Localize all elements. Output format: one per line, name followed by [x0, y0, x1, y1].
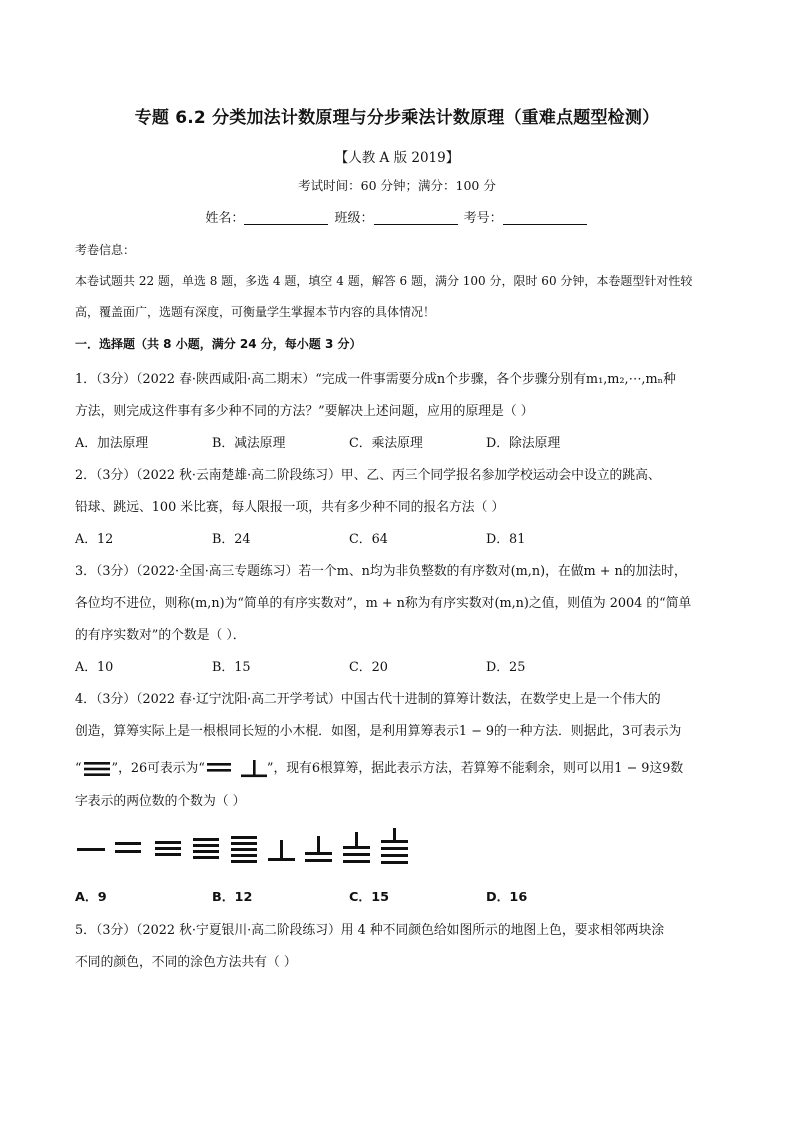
exam-time: 考试时间：60 分钟；满分：100 分 — [298, 178, 496, 193]
rod-7 — [305, 836, 332, 862]
page-title: 专题 6.2 分类加法计数原理与分步乘法计数原理（重难点题型检测） — [134, 108, 660, 128]
name-label: 姓名： — [205, 211, 245, 226]
q3-line-3: 的有序实数对”的个数是（ ）． — [75, 628, 246, 643]
rod-8 — [343, 832, 370, 863]
rod-9 — [381, 828, 408, 864]
counting-rods-figure — [75, 826, 415, 870]
rod-numeral-26-icon — [205, 758, 267, 780]
q4-line-3-tail: ”，现有6根算筹，据此表示方法，若算筹不能剩余，则可以用1 − 9这9数 — [266, 761, 684, 776]
rod-5 — [231, 836, 257, 863]
q3-option-a[interactable]: A．10 — [75, 660, 114, 675]
q5-line-1: 5．（3分）（2022 秋·宁夏银川·高二阶段练习）用 4 种不同颜色给如图所示的地图上色，要求相邻两块涂 — [75, 923, 665, 938]
q4-line-3 — [75, 757, 683, 780]
q4-option-a[interactable]: A．9 — [75, 890, 107, 905]
q2-option-c[interactable]: C．64 — [349, 532, 388, 547]
q4-line-4: 字表示的两位数的个数为（ ） — [75, 794, 246, 809]
rod-6 — [268, 840, 295, 861]
name-blank[interactable] — [244, 210, 328, 225]
q4-option-c[interactable]: C．15 — [349, 890, 389, 905]
rod-3 — [155, 841, 181, 856]
q4-line-1: 4．（3分）（2022 春·辽宁沈阳·高二开学考试）中国古代十进制的算筹计数法，在数学史上是一个伟大的 — [75, 692, 661, 707]
q3-option-b[interactable]: B．15 — [212, 660, 251, 675]
info-line-2: 高，覆盖面广，选题有深度，可衡量学生掌握本节内容的具体情况！ — [75, 305, 436, 319]
q4-option-b[interactable]: B．12 — [212, 890, 253, 905]
q4-line-3-mid: ”，26可表示为“ — [111, 761, 205, 776]
q2-option-b[interactable]: B．24 — [212, 532, 251, 547]
rod-2 — [115, 842, 141, 853]
rod-1 — [77, 848, 105, 851]
q2-option-a[interactable]: A．12 — [75, 532, 114, 547]
info-label: 考卷信息： — [75, 243, 136, 257]
q3-line-2: 各位均不进位，则称(m,n)为“简单的有序实数对”，m + n称为有序实数对(m,n)之值，则值为 2004 的“简单 — [75, 596, 692, 611]
q1-line-2: 方法，则完成这件事有多少种不同的方法？”要解决上述问题，应用的原理是（ ） — [75, 404, 534, 419]
q3-option-c[interactable]: C．20 — [349, 660, 388, 675]
q2-line-2: 铅球、跳远、100 米比赛，每人限报一项，共有多少种不同的报名方法（ ） — [75, 500, 505, 515]
q1-option-c[interactable]: C．乘法原理 — [349, 436, 423, 451]
q1-option-b[interactable]: B．减法原理 — [212, 436, 286, 451]
q1-line-1: 1．（3分）（2022 春·陕西咸阳·高二期末）“完成一件事需要分成n个步骤，各个步骤分别有m₁,m₂,⋯,mₙ种 — [75, 372, 676, 387]
edition-label: 【人教 A 版 2019】 — [334, 150, 460, 166]
number-blank[interactable] — [503, 210, 587, 225]
q1-option-d[interactable]: D．除法原理 — [486, 436, 561, 451]
info-line-1: 本卷试题共 22 题，单选 8 题，多选 4 题，填空 4 题，解答 6 题，满分 100 分，限时 60 分钟，本卷题型针对性较 — [75, 274, 693, 288]
rod-numeral-3-icon — [82, 761, 112, 777]
q1-option-a[interactable]: A．加法原理 — [75, 436, 149, 451]
q3-line-1: 3．（3分）（2022·全国·高三专题练习）若一个m、n均为非负整数的有序数对(m,n)，在做m + n的加法时， — [75, 564, 687, 579]
q3-option-d[interactable]: D．25 — [486, 660, 526, 675]
q4-line-3-open-quote: “ — [75, 761, 82, 776]
rod-4 — [193, 838, 219, 859]
q5-line-2: 不同的颜色，不同的涂色方法共有（ ） — [75, 955, 297, 970]
q2-line-1: 2．（3分）（2022 秋·云南楚雄·高二阶段练习）甲、乙、丙三个同学报名参加学校运动会中设立的跳高、 — [75, 468, 661, 483]
q2-option-d[interactable]: D．81 — [486, 532, 526, 547]
q4-line-2: 创造，算筹实际上是一根根同长短的小木棍．如图，是利用算筹表示1 − 9的一种方法．则据此，3可表示为 — [75, 724, 682, 739]
q4-option-d[interactable]: D．16 — [486, 890, 528, 905]
number-label: 考号： — [463, 211, 503, 226]
class-label: 班级： — [334, 211, 374, 226]
student-info-fields — [0, 207, 794, 226]
section-heading: 一．选择题（共 8 小题，满分 24 分，每小题 3 分） — [75, 337, 362, 351]
class-blank[interactable] — [374, 210, 458, 225]
